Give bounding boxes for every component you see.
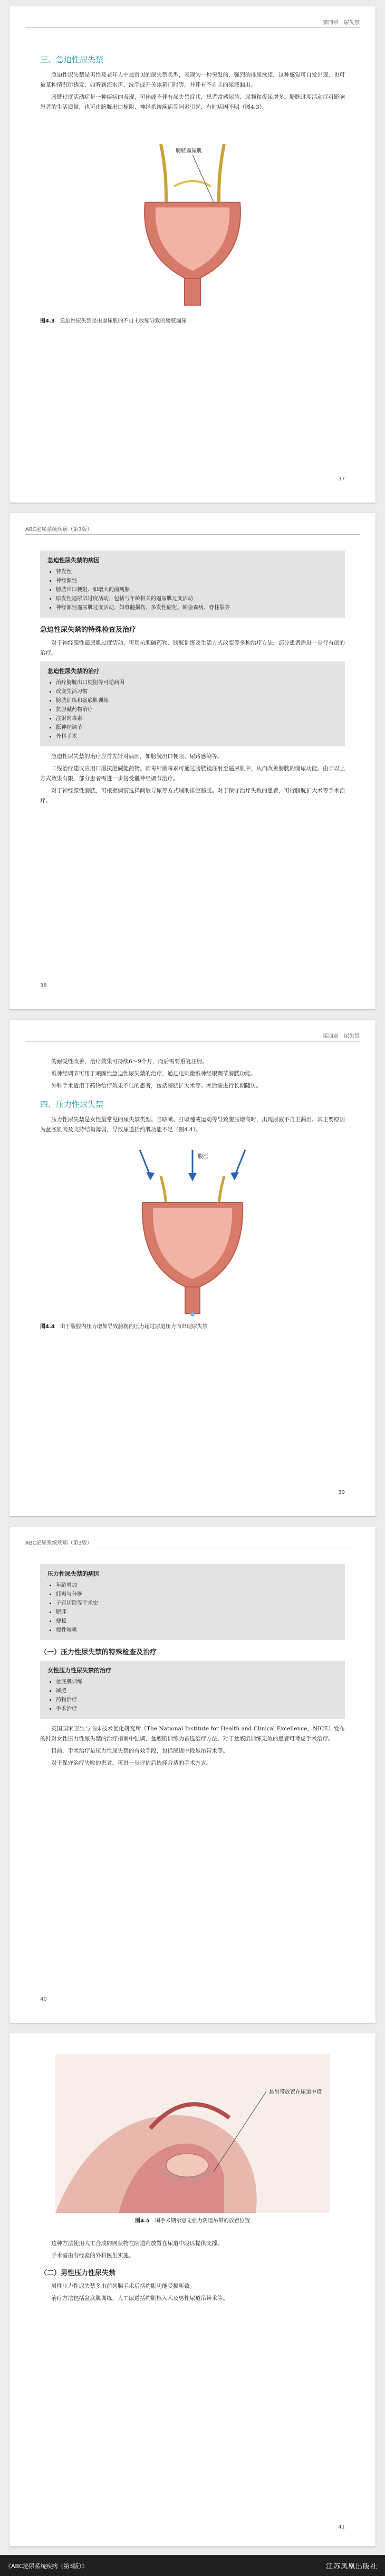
section-heading: 四、压力性尿失禁 [40,1100,104,1109]
publisher-logo: 江苏凤凰出版社 [325,2563,378,2571]
box-title: 女性压力性尿失禁的治疗 [47,1667,111,1674]
sling-illustration [55,2054,330,2213]
list-item: • 抗胆碱药物治疗 [56,705,338,714]
caption-number: 图4.4 [40,1324,55,1330]
box-title: 急迫性尿失禁的治疗 [47,668,100,675]
page-40 [9,1527,376,2023]
running-header: 第四章 尿失禁 [323,1034,360,1039]
caption-text: 围手术期示意无张力阴道吊带的放置位置 [155,2218,250,2224]
header-rule [25,534,360,535]
footer-title: 《ABC泌尿系统疾病（第3版）》 [5,2563,88,2570]
paragraph: 急迫性尿失禁的治疗应首先针对病因，如膀胱出口梗阻、尿路感染等。 [51,753,223,760]
list-item: • 膀胱训练和盆底肌训练 [56,696,338,705]
running-header: 第四章 尿失禁 [323,20,360,26]
caption-number: 图4.5 [135,2218,150,2224]
list-item: • 便秘 [56,1617,338,1626]
figure-label: 腹压 [198,1154,208,1160]
caption-text: 急迫性尿失禁是由逼尿肌的不自主收缩导致的膀胱漏尿 [60,318,187,324]
paragraph: 这种方法使用人工合成的网状物在阴道内放置在尿道中段以提供支撑。 [51,2240,223,2247]
paragraph: 治疗方法包括盆底肌训练、人工尿道括约肌植入术及男性尿道吊带术等。 [51,2295,228,2302]
box-list [47,567,338,612]
paragraph: 压力性尿失禁是女性最常见的尿失禁类型。当咳嗽、打喷嚏或运动等导致腹压增高时，出现尿液不自主漏出。其主要原因为盆底肌肉及支持结构薄弱，导致尿道括约肌功能不足（图4.4）。 [40,1116,345,1133]
paragraph: 对于保守治疗失败的患者，可进一步评估后选择合适的手术方式。 [51,1760,212,1766]
list-item: • 妊娠与分娩 [56,1590,338,1599]
section-heading: （二）男性压力性尿失禁 [40,2269,116,2277]
box-list [47,1581,338,1635]
list-item: • 药物治疗 [56,1696,338,1704]
bladder-pressure-illustration [98,1144,287,1319]
treatment-box [40,661,345,746]
list-item: • 神经源性 [56,576,338,585]
page-38 [9,513,376,1009]
list-item: • 特发性 [56,567,338,576]
figure-bladder-stress [98,1144,287,1319]
page-content [40,54,345,324]
caption-text: 由于腹腔内压力增加导致膀胱内压力超过尿道压力而出现尿失禁 [60,1324,208,1330]
paragraph: 目前，手术治疗是压力性尿失禁的有效手段，包括尿道中段悬吊带术等。 [51,1748,228,1754]
box-title: 急迫性尿失禁的病因 [47,557,100,564]
page-content [40,2054,345,2306]
paragraph: 急迫性尿失禁是男性及老年人中最常见的尿失禁类型，表现为一种突发的、强烈的排尿欲望，这种感觉可自发出现，也可被某种情况所诱发，如听到流水声、洗手或开关冰箱门时等，并伴有不自主的尿液漏出。 [40,72,345,88]
list-item: • 肥胖 [56,1608,338,1617]
page-number: 37 [338,476,345,482]
paragraph: 手术需由有经验的外科医生实施。 [51,2252,134,2259]
caption-number: 图4.3 [40,318,55,324]
paragraph: 对于神经源性逼尿肌过度活动，可用抗胆碱药物、膀胱训练及生活方式改变等多种治疗方法，部分患者需进一步行有创的治疗。 [40,640,345,656]
paragraph: 的耐受性改善，治疗效果可持续6～9个月，而后需要重复注射。 [51,1058,208,1065]
section-heading: 三、急迫性尿失禁 [40,55,104,64]
list-item: • 注射肉毒素 [56,714,338,723]
list-item: • 改变生活习惯 [56,687,338,696]
list-item: • 治疗膀胱出口梗阻等可逆病因 [56,678,338,687]
paragraph: 对于神经源性膀胱，可根据病情选择间歇导尿等方式辅助排空膀胱。对于保守治疗失败的患者，可行膀胱扩大术等手术治疗。 [40,788,345,804]
paragraph: 英国国家卫生与临床技术优化研究所（The National Institute for Health and Clinical Excellence，NICE）发布的针对女性压力性尿失禁的治疗指南中强调，盆底肌训练为首选治疗方法，对于盆底肌训练无效的患者可考虑手术治疗。 [40,1726,345,1742]
page-number: 41 [338,2524,345,2530]
box-title: 压力性尿失禁的病因 [47,1570,100,1577]
page-content [40,1057,345,1330]
list-item: • 外科手术 [56,732,338,741]
section-heading: 急迫性尿失禁的特殊检查及治疗 [40,626,137,634]
figure-caption [40,2216,345,2224]
figure-sling [55,2054,330,2213]
figure-caption [40,1322,345,1330]
footer-bar [0,2555,385,2576]
running-header: ABC泌尿系统疾病（第3版） [25,527,92,533]
list-item: • 神经源性逼尿肌过度活动，如脊髓损伤、多发性硬化、帕金森病、脊柱裂等 [56,603,338,612]
page-number: 40 [40,1996,47,2002]
paragraph: 膀胱过度活动症是一种疾病的表现，可伴或不伴有尿失禁症状，患者常感尿急、尿频和夜尿增多。膀胱过度活动症可影响患者的生活质量，也可由膀胱出口梗阻、神经系统疾病等因素引起，有时病因不明（图4.3）。 [40,94,345,110]
paragraph: 外科手术适用于药物治疗效果不佳的患者，包括膀胱扩大术等。术后需进行长期随访。 [51,1083,262,1089]
list-item: • 减肥 [56,1687,338,1696]
paragraph: 骶神经调节可用于顽固性急迫性尿失禁的治疗，通过电刺激骶神经根调节膀胱功能。 [51,1071,256,1077]
figure-label: 膀胱逼尿肌 [176,148,202,154]
figure-bladder-urge [87,123,298,313]
list-item: • 膀胱出口梗阻、如增大的前列腺 [56,585,338,594]
cause-box [40,551,345,618]
page-37 [9,6,376,503]
list-item: • 原发性逼尿肌过度活动，包括与年龄相关的逼尿肌过度活动 [56,594,338,603]
list-item: • 子宫切除等手术史 [56,1599,338,1608]
list-item: • 盆底肌训练 [56,1678,338,1687]
paragraph: 男性压力性尿失禁多由前列腺手术后括约肌功能受损所致。 [51,2283,195,2289]
figure-caption [40,316,345,324]
figure-label: 悬吊带放置在尿道中段 [269,2089,322,2095]
box-list [47,678,338,741]
header-rule [25,27,360,28]
list-item: • 骶神经调节 [56,723,338,732]
page-content [40,547,345,808]
page-number: 38 [40,983,47,989]
page-41 [9,2033,376,2546]
box-list [47,1678,338,1713]
paragraph: 二线治疗建议应用口服抗胆碱能药物。肉毒杆菌毒素可通过膀胱镜注射至逼尿肌中，从而改善膀胱的储尿功能。由于以上方式效果有限，部分患者需进一步接受骶神经调节治疗。 [40,765,345,782]
running-header: ABC泌尿系统疾病（第3版） [25,1540,92,1546]
list-item: • 手术治疗 [56,1704,338,1713]
treatment-box [40,1661,345,1719]
list-item: • 慢性咳嗽 [56,1626,338,1635]
page-number: 39 [338,1490,345,1495]
page-39 [9,1020,376,1516]
cause-box [40,1564,345,1640]
section-heading: （一）压力性尿失禁的特殊检查及治疗 [40,1649,157,1656]
page-content [40,1561,345,1770]
list-item: • 年龄增加 [56,1581,338,1590]
